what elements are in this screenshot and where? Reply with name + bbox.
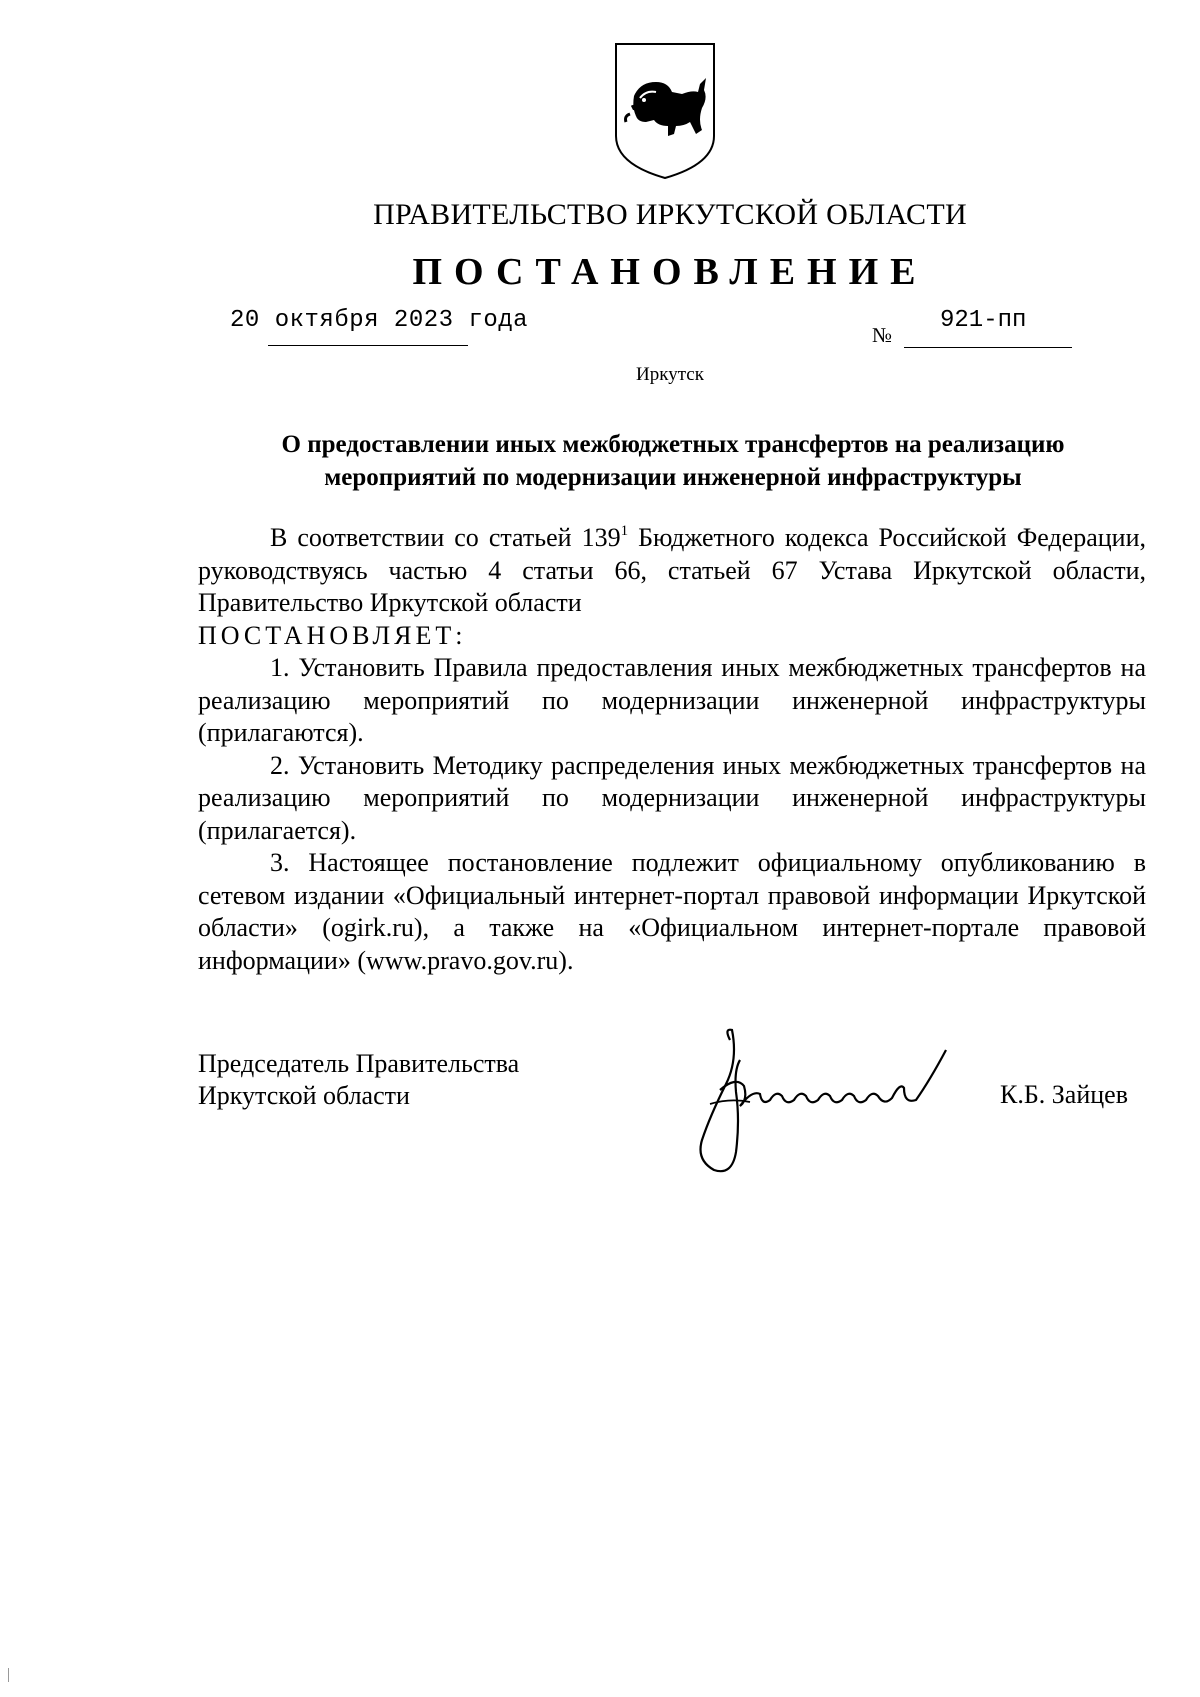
handwritten-signature-icon: [690, 1020, 980, 1180]
scan-edge-mark: [8, 1668, 9, 1682]
resolution-item-3: 3. Настоящее постановление подлежит официальному опубликованию в сетевом издании «Официальный интернет-портал правовой информации Иркутской области» (ogirk.ru), а также на «Официальном интернет-портале правовой информации» (www.pravo.gov.ru).: [198, 848, 1146, 975]
preamble-paragraph: [198, 522, 1146, 620]
article-superscript: 1: [620, 523, 629, 539]
position-line-1: Председатель Правительства: [198, 1049, 520, 1078]
preamble-text-end: Бюджетного кодекса Российской Федерации, руководствуясь частью 4 статьи 66, статьей 67 Устава Иркутской области, Правительство Иркутской области: [198, 523, 1146, 617]
signatory-name: К.Б. Зайцев: [1000, 1080, 1128, 1109]
document-body: [198, 522, 1146, 977]
position-line-2: Иркутской области: [198, 1081, 410, 1110]
preamble-text-start: В соответствии со статьей 139: [270, 523, 621, 552]
city-name: Иркутск: [636, 364, 704, 385]
number-underline: [904, 347, 1072, 348]
coat-of-arms-icon: [610, 38, 720, 183]
resolution-item-2: 2. Установить Методику распределения иных межбюджетных трансфертов на реализацию мероприятий по модернизации инженерной инфраструктуры (прилагается).: [198, 750, 1146, 845]
subject-line-1: О предоставлении иных межбюджетных трансфертов на реализацию: [281, 431, 1065, 458]
document-type-title: ПОСТАНОВЛЕНИЕ: [412, 251, 928, 293]
subject-line-2: мероприятий по модернизации инженерной инфраструктуры: [324, 464, 1022, 491]
document-date: 20 октября 2023 года: [230, 307, 529, 334]
resolves-heading: ПОСТАНОВЛЯЕТ:: [198, 620, 467, 650]
resolution-item-1: 1. Установить Правила предоставления иных межбюджетных трансфертов на реализацию мероприятий по модернизации инженерной инфраструктуры (прилагаются).: [198, 653, 1146, 747]
signatory-position: [198, 1048, 519, 1112]
organization-name: ПРАВИТЕЛЬСТВО ИРКУТСКОЙ ОБЛАСТИ: [373, 198, 967, 231]
document-number: 921-пп: [940, 307, 1027, 334]
number-sign: №: [872, 323, 893, 347]
document-subject: [198, 428, 1148, 494]
date-underline: [268, 345, 468, 346]
